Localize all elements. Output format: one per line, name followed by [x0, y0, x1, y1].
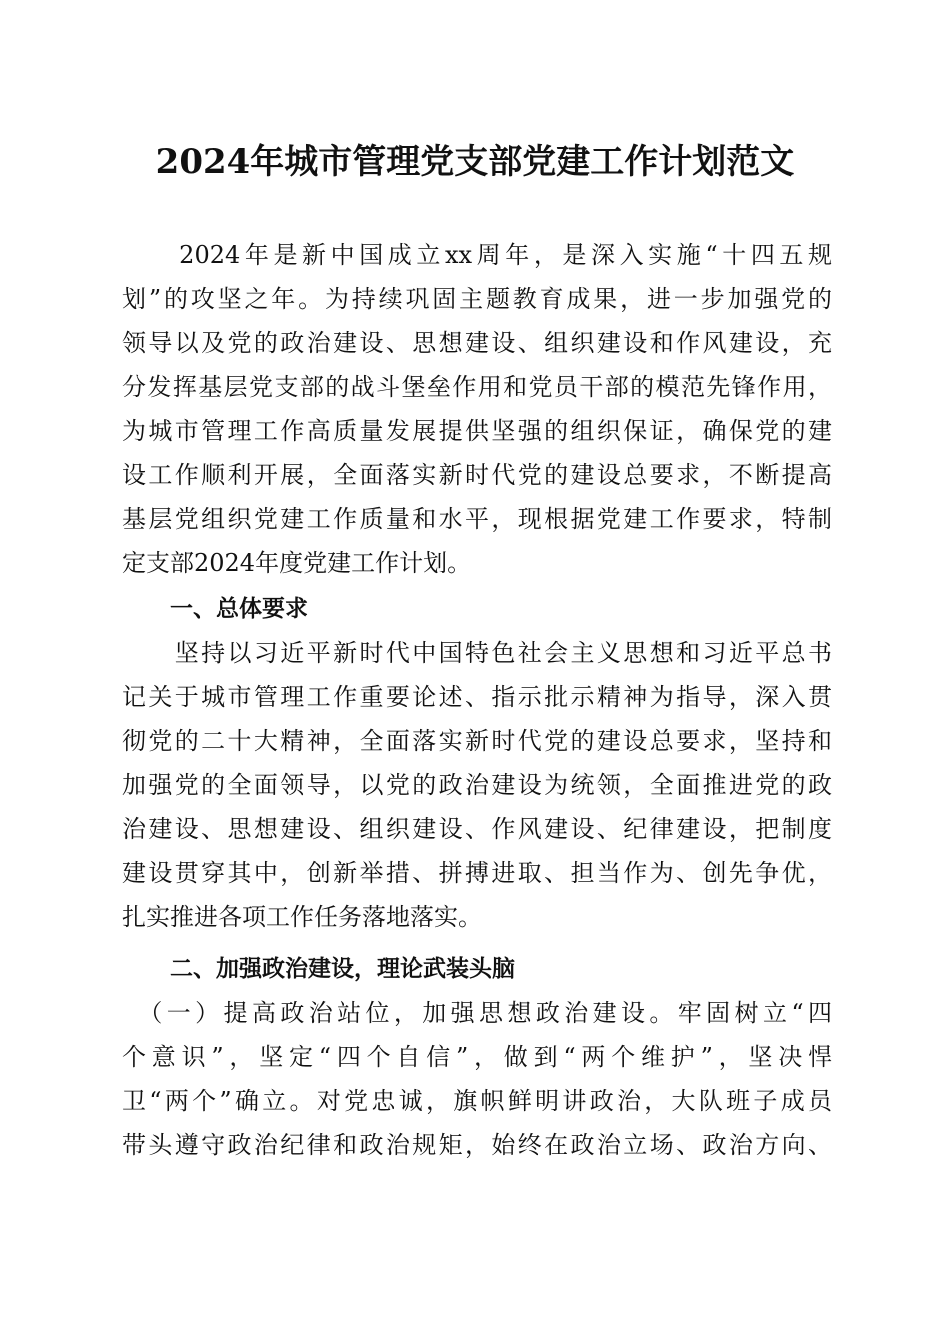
paragraph-line: 卫“两个”确立。对党忠诚，旗帜鲜明讲政治，大队班子成员	[122, 1087, 832, 1115]
paragraph-line: 定支部2024年度党建工作计划。	[122, 549, 472, 577]
paragraph-line: 记关于城市管理工作重要论述、指示批示精神为指导，深入贯	[122, 683, 832, 711]
paragraph-line: 加强党的全面领导，以党的政治建设为统领，全面推进党的政	[122, 771, 832, 799]
paragraph-line: 带头遵守政治纪律和政治规矩，始终在政治立场、政治方向、	[122, 1131, 832, 1159]
paragraph-line: （一）提高政治站位，加强思想政治建设。牢固树立“四	[122, 999, 832, 1027]
paragraph-line: 治建设、思想建设、组织建设、作风建设、纪律建设，把制度	[122, 815, 832, 843]
paragraph-line: 为城市管理工作高质量发展提供坚强的组织保证，确保党的建	[122, 417, 832, 445]
section-heading: 二、加强政治建设，理论武装头脑	[170, 956, 515, 982]
paragraph-line: 扎实推进各项工作任务落地落实。	[122, 903, 482, 931]
paragraph-line: 彻党的二十大精神，全面落实新时代党的建设总要求，坚持和	[122, 727, 832, 755]
paragraph-line: 2024年是新中国成立xx周年，是深入实施“十四五规	[122, 241, 832, 269]
paragraph-line: 划”的攻坚之年。为持续巩固主题教育成果，进一步加强党的	[122, 285, 832, 313]
section-heading: 一、总体要求	[170, 596, 308, 622]
paragraph-line: 个意识”，坚定“四个自信”，做到“两个维护”，坚决悍	[122, 1043, 832, 1071]
paragraph-line: 设工作顺利开展，全面落实新时代党的建设总要求，不断提高	[122, 461, 832, 489]
document-title: 2024年城市管理党支部党建工作计划范文	[155, 142, 795, 182]
paragraph-line: 坚持以习近平新时代中国特色社会主义思想和习近平总书	[122, 639, 832, 667]
paragraph-line: 建设贯穿其中，创新举措、拼搏进取、担当作为、创先争优，	[122, 859, 832, 887]
paragraph-line: 分发挥基层党支部的战斗堡垒作用和党员干部的模范先锋作用，	[122, 373, 832, 401]
paragraph-line: 基层党组织党建工作质量和水平，现根据党建工作要求，特制	[122, 505, 832, 533]
paragraph-line: 领导以及党的政治建设、思想建设、组织建设和作风建设，充	[122, 329, 832, 357]
